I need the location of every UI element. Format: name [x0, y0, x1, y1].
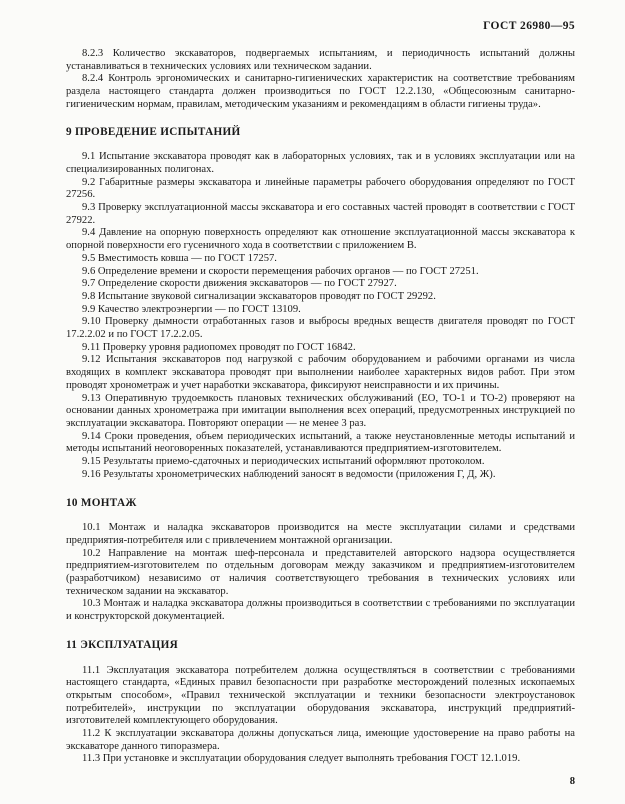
paragraph-9-15: 9.15 Результаты приемо-сдаточных и периодических испытаний оформляют протоколом. [82, 456, 485, 468]
paragraph-10-3: 10.3 Монтаж и наладка экскаватора должны производиться в соответствии с требованиями по эксплуатации и конструкторской документацией. [66, 598, 575, 623]
section-10-heading: 10 МОНТАЖ [66, 496, 137, 509]
standard-code-header: ГОСТ 26980—95 [483, 20, 575, 32]
paragraph-11-1: 11.1 Эксплуатация экскаватора потребителем должна осуществляться в соответствии с требованиями настоящего стандарта, «Единых правил безопасности при разработке месторождений полезных ископаемых открытым способом», «Правил технической эксплуатации и техники безопасности электроустановок потребителей», инструкции по эксплуатации оборудования экскаватора, инструкций предприятий-изготовителей комплектующего оборудования. [66, 664, 575, 727]
paragraph-8-2-4: 8.2.4 Контроль эргономических и санитарно-гигиенических характеристик на соответствие требованиям раздела настоящего стандарта должен производиться по ГОСТ 12.2.130, «Общесоюзным санитарно-гигиеническим нормам, правилам, методическим указаниям и рекомендациям в области гигиены труда». [66, 73, 575, 110]
paragraph-9-6: 9.6 Определение времени и скорости перемещения рабочих органов — по ГОСТ 27251. [82, 265, 479, 277]
paragraph-9-14: 9.14 Сроки проведения, объем периодических испытаний, а также неустановленные методы испытаний и методы испытаний неоговоренных показателей, устанавливаются предприятием-изготовителем. [66, 430, 575, 455]
paragraph-9-8: 9.8 Испытание звуковой сигнализации экскаваторов проводят по ГОСТ 29292. [82, 290, 436, 302]
section-11-heading: 11 ЭКСПЛУАТАЦИЯ [66, 638, 179, 651]
paragraph-11-2: 11.2 К эксплуатации экскаватора должны допускаться лица, имеющие удостоверение на право работы на экскаваторе данного типоразмера. [66, 728, 575, 752]
page-number: 8 [569, 776, 575, 787]
paragraph-10-1: 10.1 Монтаж и наладка экскаваторов производится на месте эксплуатации силами и средствами предприятия-потребителя или с привлечением монтажной организации. [66, 522, 575, 546]
paragraph-9-11: 9.11 Проверку уровня радиопомех проводят по ГОСТ 16842. [82, 341, 356, 353]
paragraph-9-16: 9.16 Результаты хронометрических наблюдений заносят в ведомости (приложения Г, Д, Ж). [82, 468, 496, 480]
paragraph-9-7: 9.7 Определение скорости движения экскаваторов — по ГОСТ 27927. [82, 278, 397, 290]
paragraph-11-3: 11.3 При установке и эксплуатации оборудования следует выполнять требования ГОСТ 12.1.019. [82, 753, 521, 765]
paragraph-9-1: 9.1 Испытание экскаватора проводят как в лабораторных условиях, так и в условиях эксплуатации или на специализированных полигонах. [66, 151, 575, 175]
paragraph-9-4: 9.4 Давление на опорную поверхность определяют как отношение эксплуатационной массы экскаватора к опорной поверхности его гусеничного хода в соответствии с приложением В. [66, 227, 575, 252]
paragraph-9-12: 9.12 Испытания экскаваторов под нагрузкой с рабочим оборудованием и рабочими органами из числа входящих в комплект экскаватора проводят при выполнении наиболее характерных видов работ. При этом проводят хронометраж и учет наработки экскаватора, фиксируют неисправности и их причины. [66, 354, 575, 391]
paragraph-9-3: 9.3 Проверку эксплуатационной массы экскаватора и его составных частей проводят в соответствии с ГОСТ 27922. [66, 202, 575, 226]
paragraph-9-2: 9.2 Габаритные размеры экскаватора и линейные параметры рабочего оборудования определяют по ГОСТ 27256. [66, 176, 575, 201]
paragraph-9-5: 9.5 Вместимость ковша — по ГОСТ 17257. [82, 252, 277, 264]
paragraph-10-2: 10.2 Направление на монтаж шеф-персонала и представителей авторского надзора осуществляется предприятием-изготовителем по отдельным договорам между заказчиком и предприятием-изготовителем (разработчиком) независимо от наличия соответствующего требования в технических условиях или техническом задании на экскаватор. [66, 547, 575, 597]
paragraph-9-13: 9.13 Оперативную трудоемкость плановых технических обслуживаний (ЕО, ТО-1 и ТО-2) проверяют на основании данных хронометража при имитации выполнения всех операций, предусмотренных инструкцией по эксплуатации экскаватора. Повторяют операции — не менее 3 раз. [66, 392, 575, 429]
document-body [66, 48, 575, 766]
paragraph-9-10: 9.10 Проверку дымности отработанных газов и выбросы вредных веществ двигателя проводят по ГОСТ 17.2.2.02 и по ГОСТ 17.2.2.05. [66, 316, 575, 341]
paragraph-9-9: 9.9 Качество электроэнергии — по ГОСТ 13109. [82, 303, 301, 315]
section-9-heading: 9 ПРОВЕДЕНИЕ ИСПЫТАНИЙ [66, 125, 241, 138]
paragraph-8-2-3: 8.2.3 Количество экскаваторов, подвергаемых испытаниям, и периодичность испытаний должны устанавливаться в технических условиях или техническом задании. [66, 48, 575, 72]
